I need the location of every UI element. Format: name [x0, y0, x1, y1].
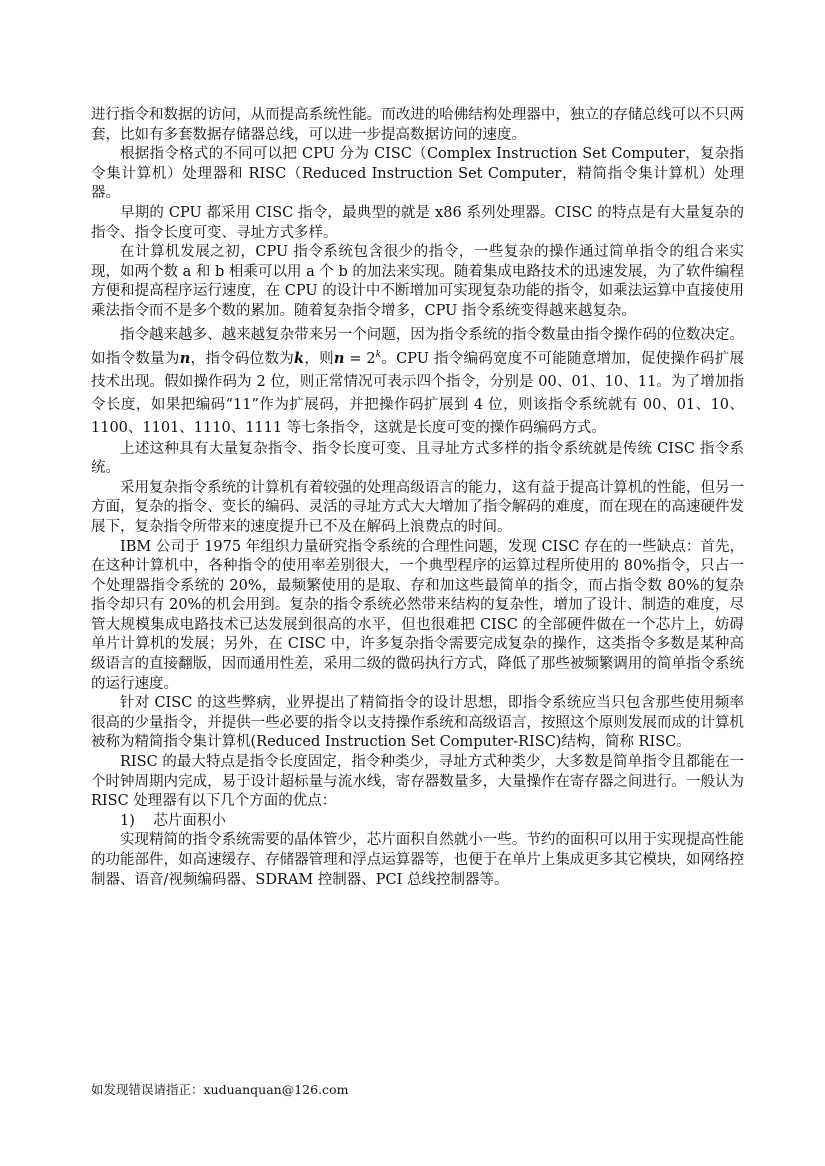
math-equation — [334, 350, 381, 367]
paragraph-risc-concept: 针对 CISC 的这些弊病，业界提出了精简指令的设计思想，即指令系统应当只包含那些使用频率很高的少量指令，并提供一些必要的指令以支持操作系统和高级语言，按照这个原则发展而成的计算机被称为精简指令集计算机(Reduced Instruction Set Computer-RISC)结构，简称 RISC。 — [91, 695, 744, 751]
paragraph-complex-instruction-drawbacks: 采用复杂指令系统的计算机有着较强的处理高级语言的能力，这有益于提高计算机的性能，但另一方面，复杂的指令、变长的编码、灵活的寻址方式大大增加了指令解码的难度，而在现在的高速硬件发展下，复杂指令所带来的速度提升已不及在解码上浪费点的时间。 — [91, 479, 744, 535]
list-item-small-chip-area: 1) 芯片面积小 — [120, 812, 226, 829]
formula-text-mid1: ，指令码位数为 — [190, 350, 295, 367]
math-var-k: k — [294, 349, 305, 367]
math-eq-lhs: n — [333, 349, 345, 367]
paragraph-harvard-bus: 进行指令和数据的访问，从而提高系统性能。而改进的哈佛结构处理器中，独立的存储总线可以不只两套，比如有多套数据存储器总线，可以进一步提高数据访问的速度。 — [91, 107, 744, 143]
paragraph-opcode-width — [91, 324, 744, 440]
paragraph-risc-features: RISC 的最大特点是指令长度固定，指令种类少，寻址方式种类少，大多数是简单指令且都能在一个时钟周期内完成，易于设计超标量与流水线，寄存器数量多，大量操作在寄存器之间进行。一般认为 RISC 处理器有以下几个方面的优点： — [91, 754, 744, 810]
paragraph-traditional-cisc: 上述这种具有大量复杂指令、指令长度可变、且寻址方式多样的指令系统就是传统 CISC 指令系统。 — [91, 440, 744, 477]
document-page — [91, 106, 744, 890]
paragraph-early-cpu-cisc: 早期的 CPU 都采用 CISC 指令，最典型的就是 x86 系列处理器。CISC 的特点是有大量复杂的指令、指令长度可变、寻址方式多样。 — [91, 204, 744, 241]
math-eq-exponent: k — [375, 349, 382, 360]
math-var-n: n — [179, 349, 191, 367]
paragraph-opcode-intro: 指令越来越多、越来越复杂带来另一个问题，因为指令系统的指令数量由指令操作码的位数决定。 — [120, 326, 744, 343]
paragraph-instruction-history: 在计算机发展之初，CPU 指令系统包含很少的指令，一些复杂的操作通过简单指令的组合来实现，如两个数 a 和 b 相乘可以用 a 个 b 的加法来实现。随着集成电路技术的迅速发展，为了软件编程方便和提高程序运行速度，在 CPU 的设计中不断增加可实现复杂功能的指令，如乘法运算中直接使用乘法指令而不是多个数的累加。随着复杂指令增多，CPU 指令系统变得越来越复杂。 — [91, 244, 744, 319]
formula-text-mid2: ，则 — [304, 350, 334, 367]
math-eq-sign: = 2 — [344, 350, 376, 367]
formula-text-after: 。CPU 指令编码宽度不可能随意增加，促使操作码扩展技术出现。假如操作码为 2 位，则正常情况可表示四个指令，分别是 00、01、10、11。为了增加指令长度，如果把编码“11”作为扩展码，并把操作码扩展到 4 位，则该指令系统就有 00、01、10、1100、1101、1110、1111 等七条指令，这就是长度可变的操作码编码方式。 — [91, 350, 745, 436]
paragraph-cisc-risc-classification: 根据指令格式的不同可以把 CPU 分为 CISC（Complex Instruction Set Computer，复杂指令集计算机）处理器和 RISC（Reduced Instruction Set Computer，精简指令集计算机）处理器。 — [91, 146, 744, 202]
paragraph-chip-area-detail: 实现精简的指令系统需要的晶体管少，芯片面积自然就小一些。节约的面积可以用于实现提高性能的功能部件，如高速缓存、存储器管理和浮点运算器等，也便于在单片上集成更多其它模块，如网络控制器、语音/视频编码器、SDRAM 控制器、PCI 总线控制器等。 — [91, 832, 744, 888]
footer-note: 如发现错误请指正：xuduanquan@126.com — [91, 1082, 349, 1097]
paragraph-ibm-research: IBM 公司于 1975 年组织力量研究指令系统的合理性问题，发现 CISC 存在的一些缺点：首先，在这种计算机中，各种指令的使用率差别很大，一个典型程序的运算过程所使用的 80%指令，只占一个处理器指令系统的 20%，最频繁使用的是取、存和加这些最简单的指令，而占指令数 80%的复杂指令却只有 20%的机会用到。复杂的指令系统必然带来结构的复杂性，增加了设计、制造的难度，尽管大规模集成电路技术已达发展到很高的水平，但也很难把 CISC 的全部硬件做在一个芯片上，妨碍单片计算机的发展；另外，在 CISC 中，许多复杂指令需要完成复杂的操作，这类指令多数是某种高级语言的直接翻版，因而通用性差，采用二级的微码执行方式，降低了那些被频繁调用的简单指令系统的运行速度。 — [91, 538, 744, 692]
formula-text-before: 如指令数量为 — [91, 350, 180, 367]
